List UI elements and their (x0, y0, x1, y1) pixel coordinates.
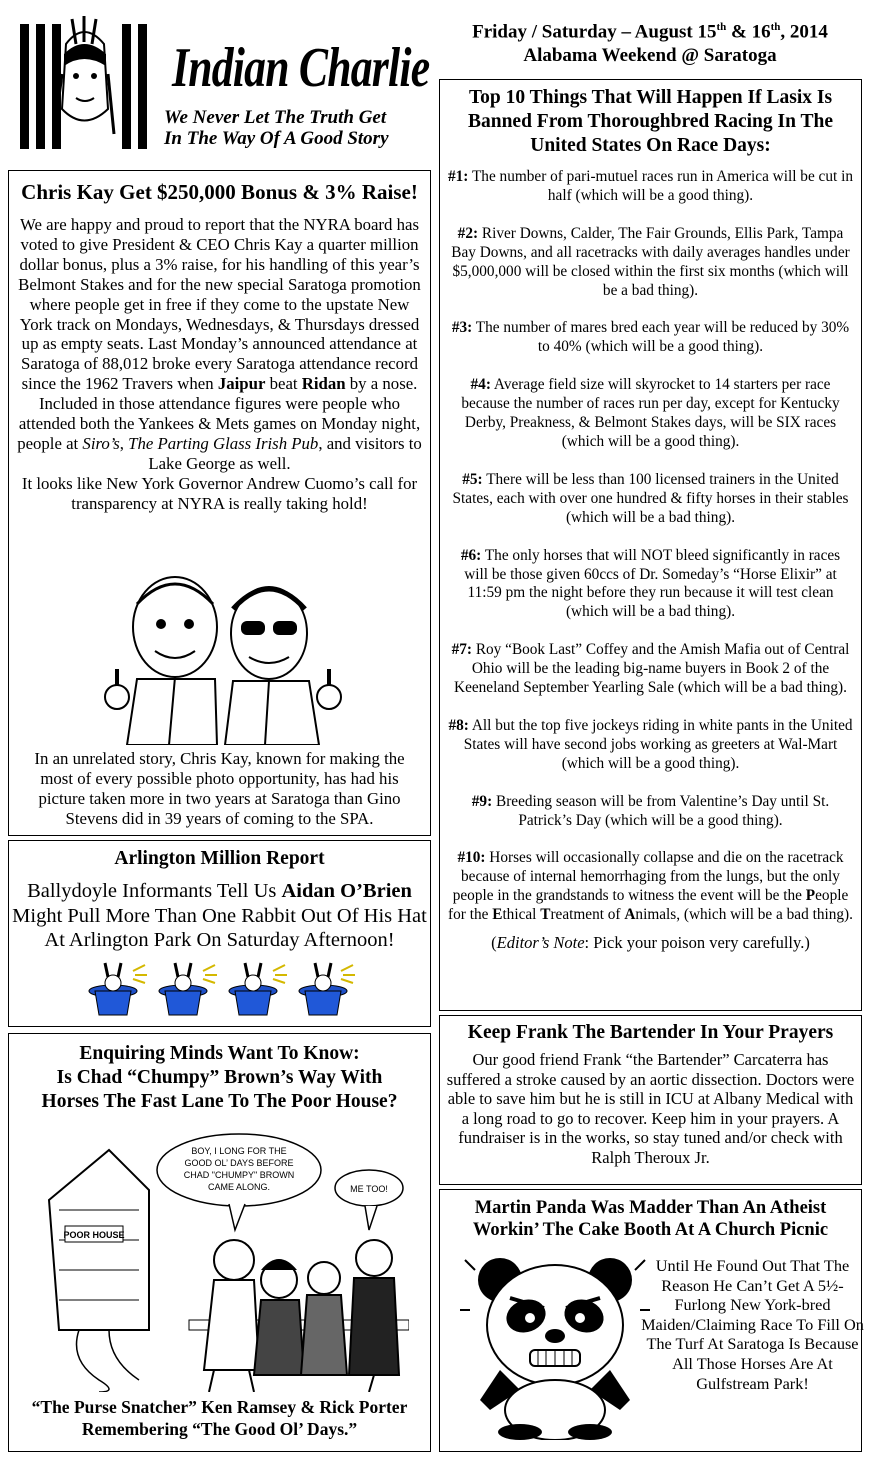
lasix-item-2: #2: River Downs, Calder, The Fair Grounds, Ellis Park, Tampa Bay Downs, and all racetracks with daily averages handles under $5,000,000 will be closed within the first six months (which will be a bad thing). (451, 224, 850, 299)
dateline-line-2: Alabama Weekend @ Saratoga (523, 45, 777, 67)
chris-kay-cartoon-icon (97, 569, 347, 745)
martin-panda-article (439, 1189, 862, 1452)
speech-bubble-line-4: CAME ALONG. (207, 1182, 271, 1192)
enquiring-minds-article (8, 1033, 431, 1452)
lasix-item-3: #3: The number of mares bred each year will be reduced by 30% to 40% (which will be a good thing). (451, 319, 850, 356)
enquiring-headline: Enquiring Minds Want To Know: Is Chad “Chumpy” Brown’s Way With Horses The Fast Lane To The Poor House? (41, 1043, 398, 1112)
speech-bubble-line-3: CHAD "CHUMPY" BROWN (183, 1170, 295, 1180)
rabbit-hat-icon-2 (159, 963, 217, 1015)
panda-body: Until He Found Out That The Reason He Can’t Get A 5½-Furlong New York-bred Maiden/Claiming Race To Fill On The Turf At Saratoga Is Because All Those Horses Are At Gulfstream Park! (641, 1256, 864, 1393)
lasix-list (440, 168, 861, 953)
arlington-headline: Arlington Million Report (114, 848, 325, 869)
frank-headline: Keep Frank The Bartender In Your Prayers (467, 1022, 834, 1043)
speech-bubble-line-1: BOY, I LONG FOR THE (191, 1146, 287, 1156)
editors-note: (Editor’s Note: Pick your poison very carefully.) (491, 933, 810, 953)
lasix-headline: Top 10 Things That Will Happen If Lasix Is Banned From Thoroughbred Racing In The United States On Race Days: (467, 87, 833, 156)
masthead-title: Indian Charlie (172, 37, 430, 99)
chris-kay-article (8, 170, 431, 836)
lasix-item-1: #1: The number of pari-mutuel races run in America will be cut in half (which will be a good thing). (448, 168, 853, 204)
chris-kay-paragraph-3: In an unrelated story, Chris Kay, known for making the most of every possible photo opportunity, has had his picture taken more in two years at Saratoga than Gino Stevens did in 39 years of coming to the SPA. (34, 749, 405, 828)
lasix-item-9: #9: Breeding season will be from Valentine’s Day until St. Patrick’s Day (which will be a good thing). (471, 792, 830, 829)
speech-bubble-line-2: GOOD OL’ DAYS BEFORE (184, 1158, 294, 1168)
rabbit-hat-icon-3 (229, 963, 287, 1015)
panda-headline: Martin Panda Was Madder Than An Atheist Workin’ The Cake Booth At A Church Picnic (472, 1198, 829, 1240)
angry-panda-icon (460, 1250, 650, 1440)
rabbit-hat-icon-4 (299, 963, 355, 1015)
dateline (440, 15, 860, 68)
frank-bartender-article (439, 1015, 862, 1185)
enquiring-caption: “The Purse Snatcher” Ken Ramsey & Rick Porter Remembering “The Good Ol’ Days.” (31, 1397, 408, 1439)
masthead (14, 14, 434, 164)
lasix-item-10: #10: Horses will occasionally collapse and die on the racetrack because of internal hemorrhaging from the lungs, but the only people in the grandstands to witness the event will be the People for the Ethical Treatment of Animals, (which will be a bad thing). (448, 849, 853, 924)
frank-body: Our good friend Frank “the Bartender” Carcaterra has suffered a stroke caused by an aortic dissection. Doctors were able to save him but he is still in ICU at Albany Medical with a long road to go to recover. Keep him in your prayers. A fundraiser is in the works, so stay tuned and/or check with Ralph Theroux Jr. (446, 1050, 855, 1167)
chris-kay-paragraph-2: It looks like New York Governor Andrew Cuomo’s call for transparency at NYRA is really taking hold! (21, 473, 418, 513)
dateline-line-1: Friday / Saturday – August 15th & 16th, 2014 (472, 21, 828, 43)
rabbit-in-hat-icons (83, 961, 363, 1019)
masthead-tagline-line-2: In The Way Of A Good Story (164, 128, 389, 149)
masthead-tagline-line-1: We Never Let The Truth Get (164, 107, 387, 128)
chris-kay-headline: Chris Kay Get $250,000 Bonus & 3% Raise! (21, 180, 418, 204)
lasix-item-6: #6: The only horses that will NOT bleed significantly in races will be those given 60ccs of Dr. Someday’s “Horse Elixir” at 11:59 pm the night before they run because it will test clean (which will be a bad thing). (460, 546, 841, 621)
chris-kay-body (9, 215, 430, 514)
arlington-body: Ballydoyle Informants Tell Us Aidan O’Brien Might Pull More Than One Rabbit Out Of His Hat At Arlington Park On Saturday Afternoon! (12, 880, 427, 951)
lasix-item-7: #7: Roy “Book Last” Coffey and the Amish Mafia out of Central Ohio will be the leading big-name buyers in Book 2 of the Keeneland September Yearling Sale (which will be a bad thing). (451, 641, 850, 697)
lasix-item-5: #5: There will be less than 100 licensed trainers in the United States, each with over one hundred & fifty horses in their stables (which will be a bad thing). (452, 470, 849, 526)
lasix-top-10-article (439, 79, 862, 1011)
arlington-million-report (8, 840, 431, 1027)
rabbit-hat-icon-1 (89, 963, 147, 1015)
poor-house-cartoon-icon (39, 1130, 409, 1392)
indian-chief-logo-icon (14, 14, 154, 154)
chris-kay-paragraph-1: We are happy and proud to report that the NYRA board has voted to give President & CEO Chris Kay a quarter million dollar bonus, plus a 3% raise, for his handling of this year’s Belmont Stakes and for the new special Saratoga promotion where people get in free if they come to the upstate New York track on Mondays, Wednesdays, & Thursdays dressed up as empty seats. Last Monday’s announced attendance at Saratoga of 88,012 broke every Saratoga attendance record since the 1962 Travers when Jaipur beat Ridan by a nose. Included in those attendance figures were people who attended both the Yankees & Mets games on Monday night, people at Siro’s, The Parting Glass Irish Pub, and visitors to Lake George as well. (17, 215, 422, 473)
poor-house-sign: POOR HOUSE (63, 1230, 125, 1240)
lasix-item-8: #8: All but the top five jockeys riding in white pants in the United States will have second jobs working as greeters at Wal-Mart (which will be a good thing). (448, 716, 853, 772)
lasix-item-4: #4: Average field size will skyrocket to 14 starters per race because the number of races run per day, except for Kentucky Derby, Preakness, & Belmont Stakes days, will be SIX races (which will be a good thing). (461, 376, 840, 450)
masthead-tagline (164, 107, 389, 149)
speech-bubble-2: ME TOO! (350, 1184, 388, 1194)
